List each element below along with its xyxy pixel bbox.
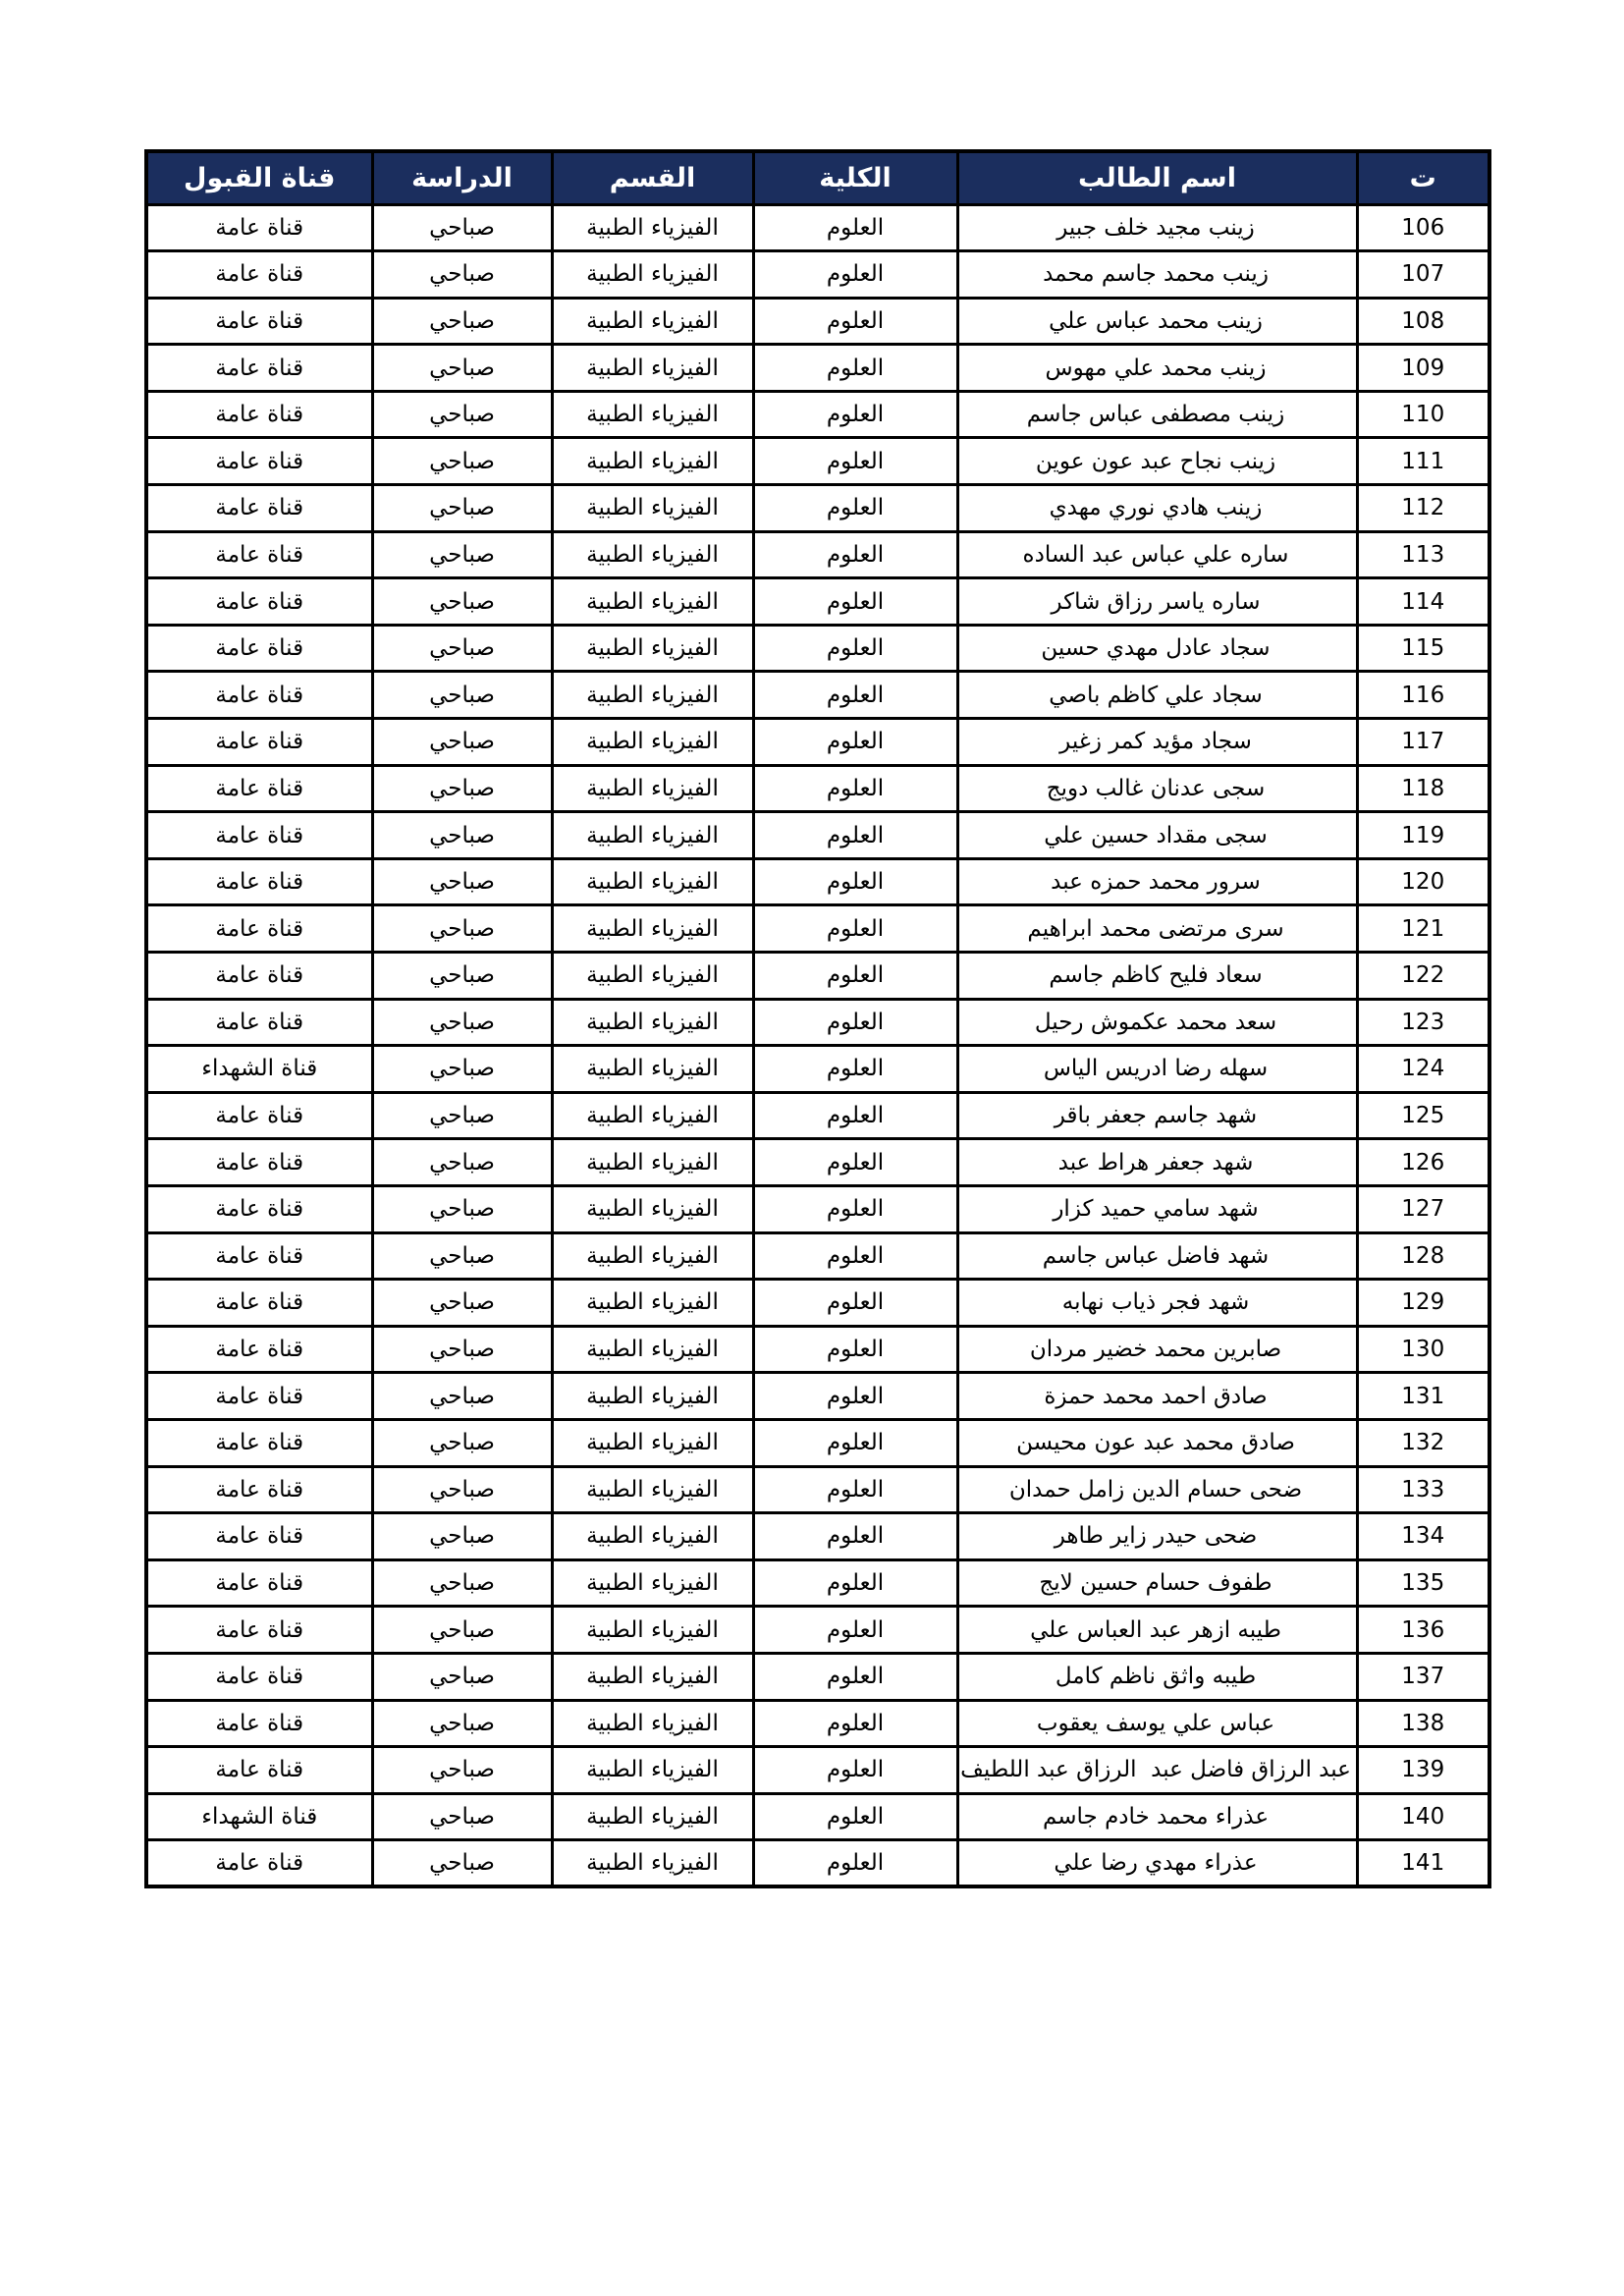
- table-row: [146, 719, 1489, 766]
- header-row: [146, 151, 1489, 204]
- cell-admission-channel: قناة عامة: [146, 999, 372, 1046]
- cell-student-name: سهله رضا ادريس الياس: [957, 1046, 1357, 1093]
- cell-study: صباحي: [372, 1139, 552, 1186]
- cell-index: 121: [1357, 905, 1489, 953]
- cell-admission-channel: قناة عامة: [146, 531, 372, 578]
- cell-department: الفيزياء الطبية: [552, 1747, 753, 1794]
- cell-study: صباحي: [372, 719, 552, 766]
- cell-study: صباحي: [372, 1419, 552, 1466]
- cell-index: 138: [1357, 1700, 1489, 1747]
- cell-study: صباحي: [372, 1653, 552, 1700]
- cell-index: 116: [1357, 672, 1489, 719]
- cell-study: صباحي: [372, 812, 552, 859]
- table-row: [146, 1700, 1489, 1747]
- cell-index: 111: [1357, 438, 1489, 485]
- cell-student-name: صادق محمد عبد عون محيسن: [957, 1419, 1357, 1466]
- column-header-study: الدراسة: [372, 151, 552, 204]
- student-table-body: [146, 204, 1489, 1886]
- table-row: [146, 625, 1489, 672]
- cell-admission-channel: قناة عامة: [146, 204, 372, 251]
- cell-index: 127: [1357, 1185, 1489, 1232]
- cell-admission-channel: قناة عامة: [146, 1139, 372, 1186]
- cell-admission-channel: قناة عامة: [146, 1466, 372, 1513]
- cell-study: صباحي: [372, 1466, 552, 1513]
- cell-department: الفيزياء الطبية: [552, 953, 753, 1000]
- cell-admission-channel: قناة عامة: [146, 1513, 372, 1560]
- table-row: [146, 812, 1489, 859]
- cell-student-name: صابرين محمد خضير مردان: [957, 1326, 1357, 1373]
- cell-college: العلوم: [753, 765, 957, 812]
- cell-college: العلوم: [753, 672, 957, 719]
- cell-index: 123: [1357, 999, 1489, 1046]
- cell-study: صباحي: [372, 1092, 552, 1139]
- cell-department: الفيزياء الطبية: [552, 204, 753, 251]
- cell-college: العلوم: [753, 391, 957, 438]
- cell-department: الفيزياء الطبية: [552, 298, 753, 345]
- cell-college: العلوم: [753, 1747, 957, 1794]
- cell-student-name: سجى مقداد حسين علي: [957, 812, 1357, 859]
- cell-department: الفيزياء الطبية: [552, 1373, 753, 1420]
- table-row: [146, 1046, 1489, 1093]
- cell-college: العلوم: [753, 298, 957, 345]
- cell-study: صباحي: [372, 251, 552, 299]
- table-row: [146, 1373, 1489, 1420]
- cell-department: الفيزياء الطبية: [552, 625, 753, 672]
- cell-study: صباحي: [372, 1185, 552, 1232]
- cell-student-name: سجاد مؤيد كمر زغير: [957, 719, 1357, 766]
- cell-index: 118: [1357, 765, 1489, 812]
- cell-admission-channel: قناة عامة: [146, 1747, 372, 1794]
- table-row: [146, 1326, 1489, 1373]
- cell-department: الفيزياء الطبية: [552, 1513, 753, 1560]
- cell-index: 133: [1357, 1466, 1489, 1513]
- students-table: [144, 149, 1491, 1888]
- cell-department: الفيزياء الطبية: [552, 1280, 753, 1327]
- cell-department: الفيزياء الطبية: [552, 531, 753, 578]
- table-row: [146, 1139, 1489, 1186]
- cell-study: صباحي: [372, 953, 552, 1000]
- cell-student-name: شهد سامي حميد كزار: [957, 1185, 1357, 1232]
- cell-college: العلوم: [753, 1373, 957, 1420]
- cell-student-name: زينب محمد علي مهوس: [957, 345, 1357, 392]
- cell-department: الفيزياء الطبية: [552, 438, 753, 485]
- table-row: [146, 204, 1489, 251]
- cell-index: 130: [1357, 1326, 1489, 1373]
- cell-student-name: ضحى حسام الدين زامل حمدان: [957, 1466, 1357, 1513]
- cell-student-name: زينب هادي نوري مهدي: [957, 485, 1357, 532]
- cell-department: الفيزياء الطبية: [552, 391, 753, 438]
- cell-admission-channel: قناة عامة: [146, 672, 372, 719]
- table-row: [146, 485, 1489, 532]
- cell-college: العلوم: [753, 1840, 957, 1887]
- cell-admission-channel: قناة عامة: [146, 905, 372, 953]
- cell-college: العلوم: [753, 719, 957, 766]
- cell-study: صباحي: [372, 1747, 552, 1794]
- cell-study: صباحي: [372, 1326, 552, 1373]
- cell-college: العلوم: [753, 531, 957, 578]
- cell-college: العلوم: [753, 999, 957, 1046]
- cell-department: الفيزياء الطبية: [552, 1232, 753, 1280]
- cell-student-name: سجى عدنان غالب دويج: [957, 765, 1357, 812]
- cell-study: صباحي: [372, 1513, 552, 1560]
- cell-student-name: سجاد عادل مهدي حسين: [957, 625, 1357, 672]
- cell-index: 110: [1357, 391, 1489, 438]
- cell-college: العلوم: [753, 438, 957, 485]
- cell-index: 126: [1357, 1139, 1489, 1186]
- cell-student-name: شهد جعفر هراط عبد: [957, 1139, 1357, 1186]
- cell-index: 109: [1357, 345, 1489, 392]
- cell-index: 128: [1357, 1232, 1489, 1280]
- cell-college: العلوم: [753, 858, 957, 905]
- table-row: [146, 1653, 1489, 1700]
- cell-study: صباحي: [372, 672, 552, 719]
- table-row: [146, 1747, 1489, 1794]
- cell-index: 119: [1357, 812, 1489, 859]
- cell-admission-channel: قناة عامة: [146, 298, 372, 345]
- cell-index: 108: [1357, 298, 1489, 345]
- cell-admission-channel: قناة عامة: [146, 438, 372, 485]
- cell-college: العلوم: [753, 1232, 957, 1280]
- cell-study: صباحي: [372, 1700, 552, 1747]
- cell-index: 115: [1357, 625, 1489, 672]
- table-row: [146, 1607, 1489, 1654]
- cell-study: صباحي: [372, 1373, 552, 1420]
- cell-admission-channel: قناة عامة: [146, 1607, 372, 1654]
- cell-college: العلوم: [753, 625, 957, 672]
- table-row: [146, 1466, 1489, 1513]
- cell-college: العلوم: [753, 204, 957, 251]
- cell-admission-channel: قناة عامة: [146, 345, 372, 392]
- cell-college: العلوم: [753, 1700, 957, 1747]
- cell-index: 141: [1357, 1840, 1489, 1887]
- cell-student-name: سرى مرتضى محمد ابراهيم: [957, 905, 1357, 953]
- table-row: [146, 531, 1489, 578]
- cell-department: الفيزياء الطبية: [552, 1840, 753, 1887]
- cell-admission-channel: قناة عامة: [146, 1653, 372, 1700]
- table-row: [146, 298, 1489, 345]
- cell-student-name: شهد فجر ذياب نهابه: [957, 1280, 1357, 1327]
- cell-admission-channel: قناة عامة: [146, 1373, 372, 1420]
- cell-study: صباحي: [372, 485, 552, 532]
- table-row: [146, 438, 1489, 485]
- cell-index: 122: [1357, 953, 1489, 1000]
- cell-college: العلوم: [753, 1280, 957, 1327]
- table-row: [146, 1185, 1489, 1232]
- cell-admission-channel: قناة عامة: [146, 1280, 372, 1327]
- cell-college: العلوم: [753, 1185, 957, 1232]
- cell-department: الفيزياء الطبية: [552, 858, 753, 905]
- cell-index: 112: [1357, 485, 1489, 532]
- cell-study: صباحي: [372, 1559, 552, 1607]
- column-header-department: القسم: [552, 151, 753, 204]
- cell-department: الفيزياء الطبية: [552, 999, 753, 1046]
- cell-index: 117: [1357, 719, 1489, 766]
- table-row: [146, 765, 1489, 812]
- cell-study: صباحي: [372, 438, 552, 485]
- cell-study: صباحي: [372, 1232, 552, 1280]
- cell-index: 106: [1357, 204, 1489, 251]
- cell-study: صباحي: [372, 345, 552, 392]
- cell-college: العلوم: [753, 1419, 957, 1466]
- cell-study: صباحي: [372, 858, 552, 905]
- cell-index: 129: [1357, 1280, 1489, 1327]
- cell-department: الفيزياء الطبية: [552, 905, 753, 953]
- cell-department: الفيزياء الطبية: [552, 1793, 753, 1840]
- cell-student-name: زينب نجاح عبد عون عوين: [957, 438, 1357, 485]
- cell-department: الفيزياء الطبية: [552, 485, 753, 532]
- cell-admission-channel: قناة عامة: [146, 719, 372, 766]
- cell-department: الفيزياء الطبية: [552, 765, 753, 812]
- cell-admission-channel: قناة عامة: [146, 953, 372, 1000]
- cell-department: الفيزياء الطبية: [552, 1653, 753, 1700]
- table-row: [146, 1559, 1489, 1607]
- cell-college: العلوم: [753, 905, 957, 953]
- cell-department: الفيزياء الطبية: [552, 578, 753, 626]
- cell-department: الفيزياء الطبية: [552, 345, 753, 392]
- cell-index: 107: [1357, 251, 1489, 299]
- cell-college: العلوم: [753, 578, 957, 626]
- cell-index: 124: [1357, 1046, 1489, 1093]
- cell-department: الفيزياء الطبية: [552, 1326, 753, 1373]
- cell-student-name: عبد الرزاق فاضل عبد الرزاق عبد اللطيف: [957, 1747, 1357, 1794]
- cell-admission-channel: قناة عامة: [146, 1092, 372, 1139]
- cell-admission-channel: قناة عامة: [146, 1232, 372, 1280]
- cell-admission-channel: قناة عامة: [146, 812, 372, 859]
- cell-student-name: طفوف حسام حسين لايج: [957, 1559, 1357, 1607]
- cell-study: صباحي: [372, 1280, 552, 1327]
- cell-index: 131: [1357, 1373, 1489, 1420]
- cell-college: العلوم: [753, 1513, 957, 1560]
- cell-student-name: ضحى حيدر زاير طاهر: [957, 1513, 1357, 1560]
- cell-student-name: سعد محمد عكموش رحيل: [957, 999, 1357, 1046]
- table-row: [146, 1793, 1489, 1840]
- table-row: [146, 251, 1489, 299]
- table-row: [146, 1280, 1489, 1327]
- table-row: [146, 1092, 1489, 1139]
- cell-study: صباحي: [372, 578, 552, 626]
- cell-index: 125: [1357, 1092, 1489, 1139]
- cell-index: 135: [1357, 1559, 1489, 1607]
- cell-student-name: عذراء مهدي رضا علي: [957, 1840, 1357, 1887]
- cell-college: العلوم: [753, 1793, 957, 1840]
- table-row: [146, 1232, 1489, 1280]
- table-row: [146, 999, 1489, 1046]
- table-row: [146, 1840, 1489, 1887]
- table-row: [146, 345, 1489, 392]
- cell-student-name: زينب محمد جاسم محمد: [957, 251, 1357, 299]
- cell-student-name: شهد فاضل عباس جاسم: [957, 1232, 1357, 1280]
- table-row: [146, 578, 1489, 626]
- cell-department: الفيزياء الطبية: [552, 812, 753, 859]
- column-header-index: ت: [1357, 151, 1489, 204]
- cell-college: العلوم: [753, 1139, 957, 1186]
- cell-study: صباحي: [372, 999, 552, 1046]
- cell-college: العلوم: [753, 1046, 957, 1093]
- cell-admission-channel: قناة عامة: [146, 1700, 372, 1747]
- cell-study: صباحي: [372, 298, 552, 345]
- cell-index: 132: [1357, 1419, 1489, 1466]
- table-row: [146, 953, 1489, 1000]
- table-row: [146, 1513, 1489, 1560]
- table-row: [146, 905, 1489, 953]
- cell-student-name: زينب مصطفى عباس جاسم: [957, 391, 1357, 438]
- cell-student-name: سرور محمد حمزه عبد: [957, 858, 1357, 905]
- cell-college: العلوم: [753, 251, 957, 299]
- cell-study: صباحي: [372, 531, 552, 578]
- cell-department: الفيزياء الطبية: [552, 672, 753, 719]
- cell-department: الفيزياء الطبية: [552, 1607, 753, 1654]
- cell-admission-channel: قناة عامة: [146, 1840, 372, 1887]
- cell-college: العلوم: [753, 1326, 957, 1373]
- cell-student-name: طيبه ازهر عبد العباس علي: [957, 1607, 1357, 1654]
- table-header: [146, 151, 1489, 204]
- cell-admission-channel: قناة عامة: [146, 1326, 372, 1373]
- cell-college: العلوم: [753, 485, 957, 532]
- cell-student-name: زينب مجيد خلف جبير: [957, 204, 1357, 251]
- cell-student-name: سجاد علي كاظم باصي: [957, 672, 1357, 719]
- table-row: [146, 672, 1489, 719]
- cell-study: صباحي: [372, 1840, 552, 1887]
- cell-admission-channel: قناة عامة: [146, 485, 372, 532]
- cell-index: 120: [1357, 858, 1489, 905]
- cell-student-name: زينب محمد عباس علي: [957, 298, 1357, 345]
- cell-study: صباحي: [372, 765, 552, 812]
- cell-student-name: صادق احمد محمد حمزة: [957, 1373, 1357, 1420]
- cell-college: العلوم: [753, 1092, 957, 1139]
- cell-student-name: شهد جاسم جعفر باقر: [957, 1092, 1357, 1139]
- cell-student-name: عذراء محمد خادم جاسم: [957, 1793, 1357, 1840]
- cell-department: الفيزياء الطبية: [552, 1700, 753, 1747]
- table-row: [146, 858, 1489, 905]
- cell-department: الفيزياء الطبية: [552, 1139, 753, 1186]
- cell-department: الفيزياء الطبية: [552, 1466, 753, 1513]
- cell-admission-channel: قناة عامة: [146, 251, 372, 299]
- cell-department: الفيزياء الطبية: [552, 1559, 753, 1607]
- column-header-college: الكلية: [753, 151, 957, 204]
- cell-admission-channel: قناة عامة: [146, 765, 372, 812]
- cell-admission-channel: قناة عامة: [146, 625, 372, 672]
- cell-study: صباحي: [372, 391, 552, 438]
- cell-department: الفيزياء الطبية: [552, 1046, 753, 1093]
- cell-study: صباحي: [372, 204, 552, 251]
- cell-admission-channel: قناة عامة: [146, 858, 372, 905]
- cell-study: صباحي: [372, 905, 552, 953]
- cell-index: 114: [1357, 578, 1489, 626]
- cell-department: الفيزياء الطبية: [552, 251, 753, 299]
- cell-study: صباحي: [372, 1793, 552, 1840]
- cell-index: 137: [1357, 1653, 1489, 1700]
- cell-study: صباحي: [372, 1607, 552, 1654]
- cell-college: العلوم: [753, 1559, 957, 1607]
- column-header-student-name: اسم الطالب: [957, 151, 1357, 204]
- cell-index: 140: [1357, 1793, 1489, 1840]
- cell-admission-channel: قناة عامة: [146, 1559, 372, 1607]
- cell-student-name: ساره ياسر رزاق شاكر: [957, 578, 1357, 626]
- cell-study: صباحي: [372, 1046, 552, 1093]
- cell-admission-channel: قناة عامة: [146, 1419, 372, 1466]
- cell-admission-channel: قناة عامة: [146, 1185, 372, 1232]
- cell-student-name: طيبه واثق ناظم كامل: [957, 1653, 1357, 1700]
- column-header-admission-channel: قناة القبول: [146, 151, 372, 204]
- cell-index: 113: [1357, 531, 1489, 578]
- cell-college: العلوم: [753, 812, 957, 859]
- cell-department: الفيزياء الطبية: [552, 1419, 753, 1466]
- cell-department: الفيزياء الطبية: [552, 1092, 753, 1139]
- cell-student-name: ساره علي عباس عبد الساده: [957, 531, 1357, 578]
- cell-college: العلوم: [753, 1607, 957, 1654]
- cell-study: صباحي: [372, 625, 552, 672]
- cell-college: العلوم: [753, 1653, 957, 1700]
- table-row: [146, 1419, 1489, 1466]
- cell-index: 139: [1357, 1747, 1489, 1794]
- cell-college: العلوم: [753, 1466, 957, 1513]
- cell-department: الفيزياء الطبية: [552, 719, 753, 766]
- cell-college: العلوم: [753, 953, 957, 1000]
- cell-index: 136: [1357, 1607, 1489, 1654]
- cell-index: 134: [1357, 1513, 1489, 1560]
- cell-student-name: سعاد فليح كاظم جاسم: [957, 953, 1357, 1000]
- cell-admission-channel: قناة عامة: [146, 391, 372, 438]
- cell-college: العلوم: [753, 345, 957, 392]
- cell-admission-channel: قناة الشهداء: [146, 1793, 372, 1840]
- table-row: [146, 391, 1489, 438]
- cell-admission-channel: قناة عامة: [146, 578, 372, 626]
- cell-student-name: عباس علي يوسف يعقوب: [957, 1700, 1357, 1747]
- cell-department: الفيزياء الطبية: [552, 1185, 753, 1232]
- cell-admission-channel: قناة الشهداء: [146, 1046, 372, 1093]
